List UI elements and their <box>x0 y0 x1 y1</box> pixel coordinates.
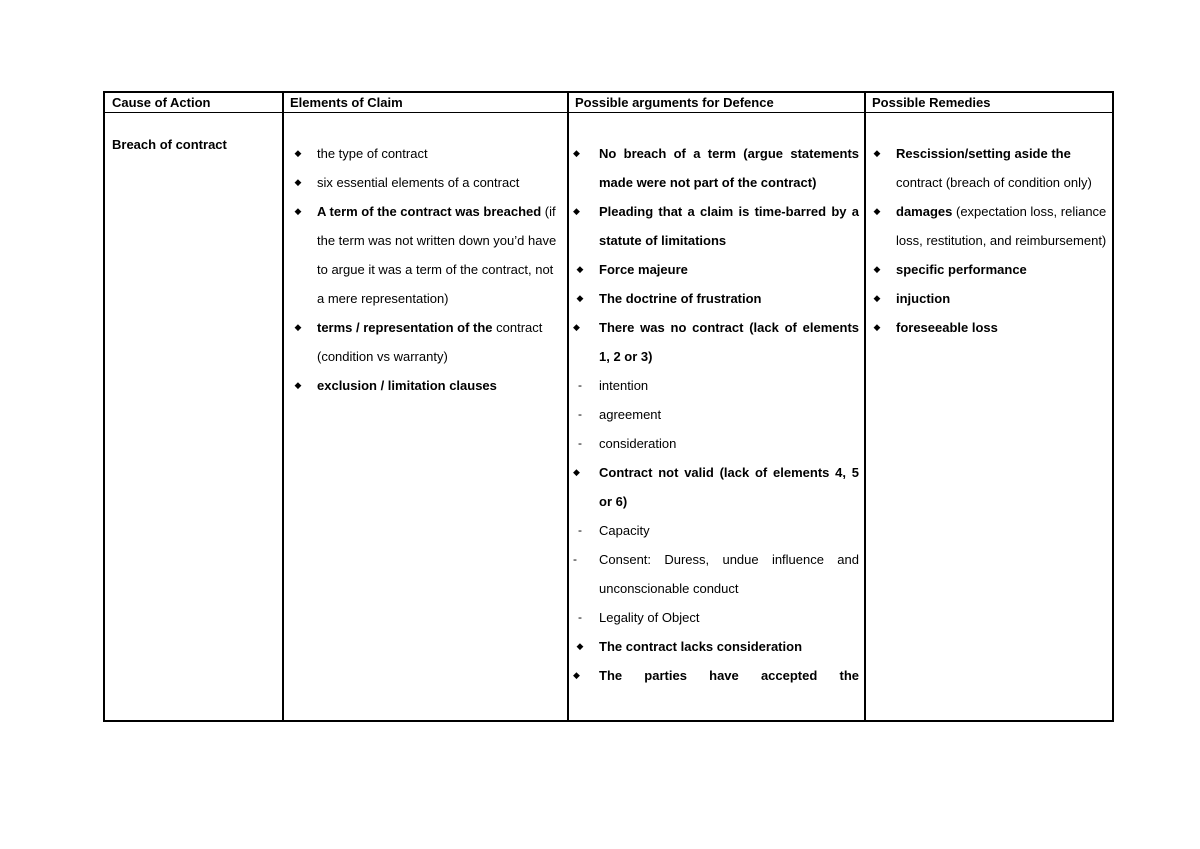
diamond-bullet-icon: ◆ <box>873 206 881 216</box>
column-cause-of-action <box>105 93 282 720</box>
list-item: ◆ Contract not valid (lack of elements 4, 5 or 6) <box>599 458 859 516</box>
list-item: ◆ Force majeure <box>599 255 859 284</box>
list-item: ◆ The doctrine of frustration <box>599 284 859 313</box>
list-item: ◆ A term of the contract was breached (if the term was not written down you’d have to argue it was a term of the contract, not a mere representation) <box>317 197 563 313</box>
diamond-bullet-icon: ◆ <box>573 322 580 332</box>
list-item: - consideration <box>599 429 859 458</box>
list-item: ◆ No breach of a term (argue statements made were not part of the contract) <box>599 139 859 197</box>
header-cause-of-action: Cause of Action <box>105 93 282 113</box>
list-item: ◆ The parties have accepted the <box>599 661 859 690</box>
diamond-bullet-icon: ◆ <box>294 380 302 390</box>
dash-marker-icon: - <box>578 407 582 421</box>
defence-list <box>573 139 859 690</box>
list-item: ◆ six essential elements of a contract <box>317 168 563 197</box>
diamond-bullet-icon: ◆ <box>294 206 302 216</box>
dash-marker-icon: - <box>578 378 582 392</box>
remedies-list <box>873 139 1110 342</box>
list-item: - Legality of Object <box>599 603 859 632</box>
list-item: ◆ There was no contract (lack of elements 1, 2 or 3) <box>599 313 859 371</box>
comparison-table <box>103 91 1114 722</box>
list-item: ◆ terms / representation of the contract (condition vs warranty) <box>317 313 563 371</box>
list-item: ◆ damages (expectation loss, reliance loss, restitution, and reimbursement) <box>896 197 1110 255</box>
diamond-bullet-icon: ◆ <box>573 206 580 216</box>
diamond-bullet-icon: ◆ <box>573 467 580 477</box>
diamond-bullet-icon: ◆ <box>294 177 302 187</box>
header-elements-of-claim: Elements of Claim <box>284 93 567 113</box>
diamond-bullet-icon: ◆ <box>576 264 584 274</box>
list-item: ◆ the type of contract <box>317 139 563 168</box>
diamond-bullet-icon: ◆ <box>576 293 584 303</box>
diamond-bullet-icon: ◆ <box>294 148 302 158</box>
cause-of-action-value: Breach of contract <box>112 137 227 152</box>
diamond-bullet-icon: ◆ <box>873 148 881 158</box>
diamond-bullet-icon: ◆ <box>576 641 584 651</box>
diamond-bullet-icon: ◆ <box>873 322 881 332</box>
list-item: ◆ Rescission/setting aside the contract (breach of condition only) <box>896 139 1110 197</box>
list-item: - intention <box>599 371 859 400</box>
list-item: ◆ injuction <box>896 284 1110 313</box>
column-possible-remedies <box>864 93 1114 720</box>
diamond-bullet-icon: ◆ <box>873 293 881 303</box>
diamond-bullet-icon: ◆ <box>294 322 302 332</box>
column-elements-of-claim <box>282 93 567 720</box>
column-defence-arguments <box>567 93 864 720</box>
dash-marker-icon: - <box>578 523 582 537</box>
list-item: - agreement <box>599 400 859 429</box>
dash-marker-icon: - <box>578 436 582 450</box>
diamond-bullet-icon: ◆ <box>573 670 580 680</box>
elements-list <box>294 139 563 400</box>
list-item: ◆ Pleading that a claim is time-barred by a statute of limitations <box>599 197 859 255</box>
dash-marker-icon: - <box>578 610 582 624</box>
list-item: - Consent: Duress, undue influence and unconscionable conduct <box>599 545 859 603</box>
diamond-bullet-icon: ◆ <box>573 148 580 158</box>
header-defence-arguments: Possible arguments for Defence <box>569 93 864 113</box>
list-item: ◆ specific performance <box>896 255 1110 284</box>
list-item: ◆ foreseeable loss <box>896 313 1110 342</box>
diamond-bullet-icon: ◆ <box>873 264 881 274</box>
list-item: ◆ exclusion / limitation clauses <box>317 371 563 400</box>
dash-marker-icon: - <box>573 552 577 566</box>
list-item: ◆ The contract lacks consideration <box>599 632 859 661</box>
header-possible-remedies: Possible Remedies <box>866 93 1114 113</box>
list-item: - Capacity <box>599 516 859 545</box>
